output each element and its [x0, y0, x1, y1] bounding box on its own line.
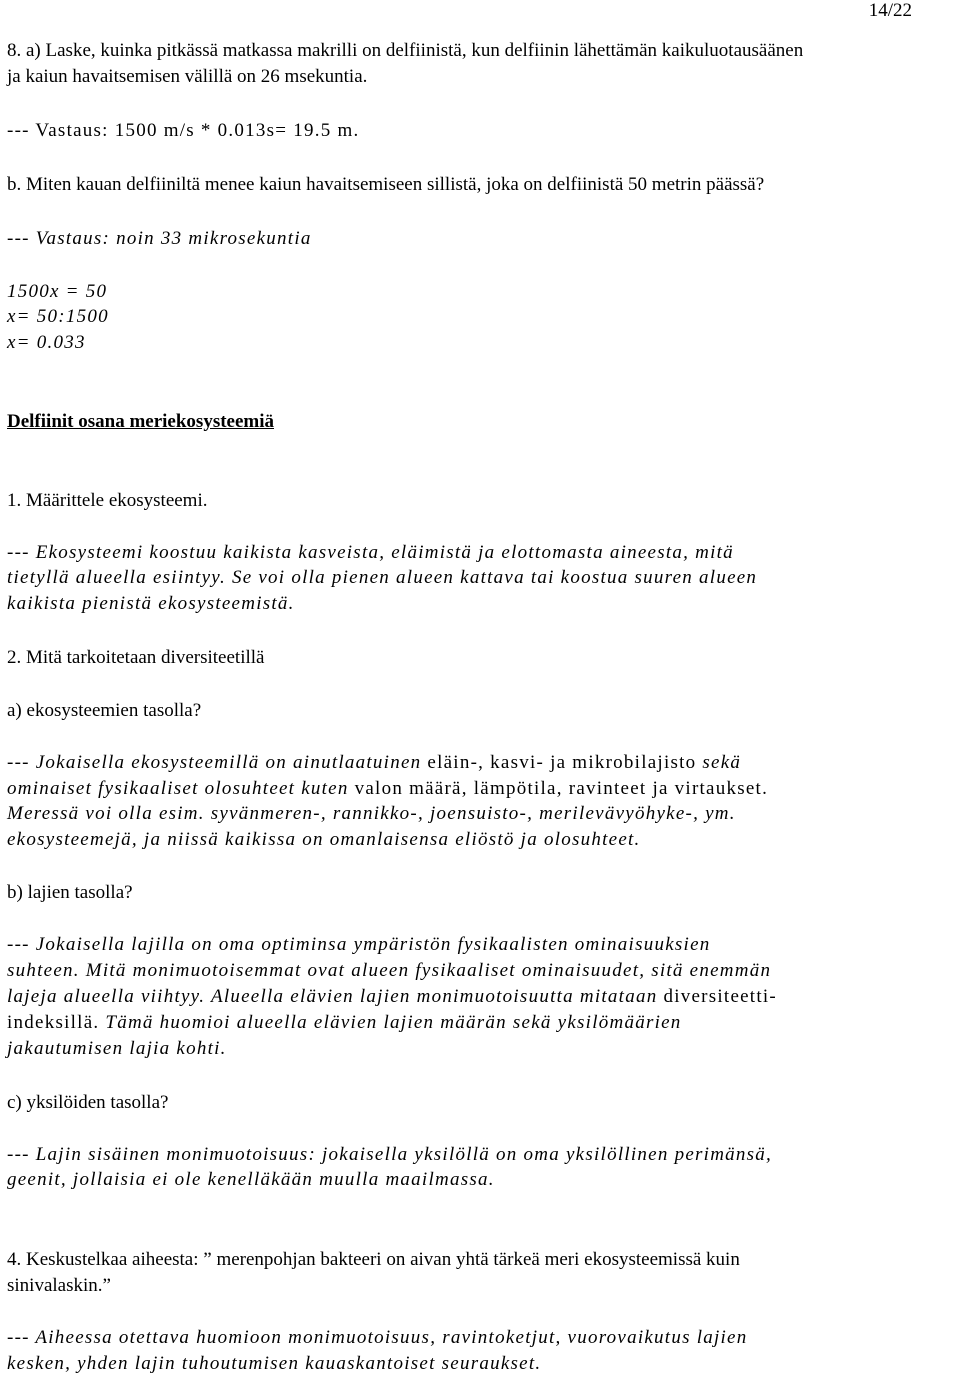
- q2a-answer-line2: [7, 778, 768, 800]
- q1-question: 1. Määrittele ekosysteemi.: [7, 490, 208, 511]
- q8a-answer: --- Vastaus: 1500 m/s * 0.013s= 19.5 m.: [7, 120, 360, 141]
- q8b-answer: --- Vastaus: noin 33 mikrosekuntia: [7, 228, 312, 249]
- q2a-answer-line1-c: sekä: [702, 752, 742, 773]
- q1-answer-line2: tietyllä alueella esiintyy. Se voi olla pienen alueen kattava tai koostua suuren alueen: [7, 567, 758, 588]
- q2b-answer-line4-a: indeksillä.: [7, 1012, 106, 1033]
- q1-answer-line1: --- Ekosysteemi koostuu kaikista kasveista, eläimistä ja elottomasta aineesta, mitä: [7, 542, 734, 563]
- q2a-question: a) ekosysteemien tasolla?: [7, 700, 202, 721]
- q2b-answer-line3-a: lajeja alueella viihtyy. Alueella elävien lajien monimuotoisuutta mitataan: [7, 986, 664, 1007]
- q2b-answer-line4-b: Tämä huomioi alueella elävien lajien määrän sekä yksilömäärien: [105, 1012, 682, 1033]
- section-heading: Delfiinit osana meriekosysteemiä: [7, 411, 275, 432]
- q4-answer-line1: --- Aiheessa otettava huomioon monimuotoisuus, ravintoketjut, vuorovaikutus lajien: [7, 1327, 748, 1348]
- q2b-answer-line1: --- Jokaisella lajilla on oma optiminsa ympäristön fysikaalisten ominaisuuksien: [7, 934, 711, 955]
- q2a-answer-line4: ekosysteemejä, ja niissä kaikissa on omanlaisensa eliöstö ja olosuhteet.: [7, 829, 641, 850]
- q2a-answer-line1-a: --- Jokaisella ekosysteemillä on ainutlaatuinen: [7, 752, 428, 773]
- q2b-answer-line5: jakautumisen lajia kohti.: [7, 1038, 227, 1059]
- calc-line-2: x= 50:1500: [7, 306, 109, 327]
- q8a-line1: 8. a) Laske, kuinka pitkässä matkassa makrilli on delfiinistä, kun delfiinin lähettämän kaikuluotausäänen: [7, 40, 804, 61]
- q2a-answer-line1: [7, 752, 741, 774]
- q4-answer-line2: kesken, yhden lajin tuhoutumisen kauaskantoiset seuraukset.: [7, 1353, 542, 1374]
- q2b-answer-line3-b: diversiteetti-: [663, 986, 777, 1007]
- q2c-answer-line2: geenit, jollaisia ei ole kenelläkään muulla maailmassa.: [7, 1169, 495, 1190]
- q2b-answer-line4: [7, 1012, 682, 1034]
- q1-answer-line3: kaikista pienistä ekosysteemistä.: [7, 593, 295, 614]
- q2b-answer-line2: suhteen. Mitä monimuotoisemmat ovat alueen fysikaaliset ominaisuudet, sitä enemmän: [7, 960, 772, 981]
- q2a-answer-line2-a: ominaiset fysikaaliset olosuhteet kuten: [7, 778, 355, 799]
- q8b-question: b. Miten kauan delfiiniltä menee kaiun havaitsemiseen sillistä, joka on delfiinistä 50 metrin päässä?: [7, 174, 765, 195]
- q2c-question: c) yksilöiden tasolla?: [7, 1092, 169, 1113]
- q2a-answer-line1-b: eläin-, kasvi- ja mikrobilajisto: [427, 752, 703, 773]
- page-number: 14/22: [868, 0, 912, 21]
- q2a-answer-line2-b: valon määrä, lämpötila, ravinteet ja virtaukset.: [354, 778, 769, 799]
- q2a-answer-line3: Meressä voi olla esim. syvänmeren-, rannikko-, joensuisto-, merilevävyöhyke-, ym.: [7, 803, 736, 824]
- calc-line-1: 1500x = 50: [7, 281, 108, 302]
- q8a-line2: ja kaiun havaitsemisen välillä on 26 msekuntia.: [7, 66, 368, 87]
- calc-line-3: x= 0.033: [7, 332, 86, 353]
- q2c-answer-line1: --- Lajin sisäinen monimuotoisuus: jokaisella yksilöllä on oma yksilöllinen perimänsä,: [7, 1144, 773, 1165]
- q2-question: 2. Mitä tarkoitetaan diversiteetillä: [7, 647, 265, 668]
- q4-line2: sinivalaskin.”: [7, 1275, 111, 1296]
- q4-line1: 4. Keskustelkaa aiheesta: ” merenpohjan bakteeri on aivan yhtä tärkeä meri ekosysteemissä kuin: [7, 1249, 740, 1270]
- q2b-answer-line3: [7, 986, 777, 1008]
- q2b-question: b) lajien tasolla?: [7, 882, 133, 903]
